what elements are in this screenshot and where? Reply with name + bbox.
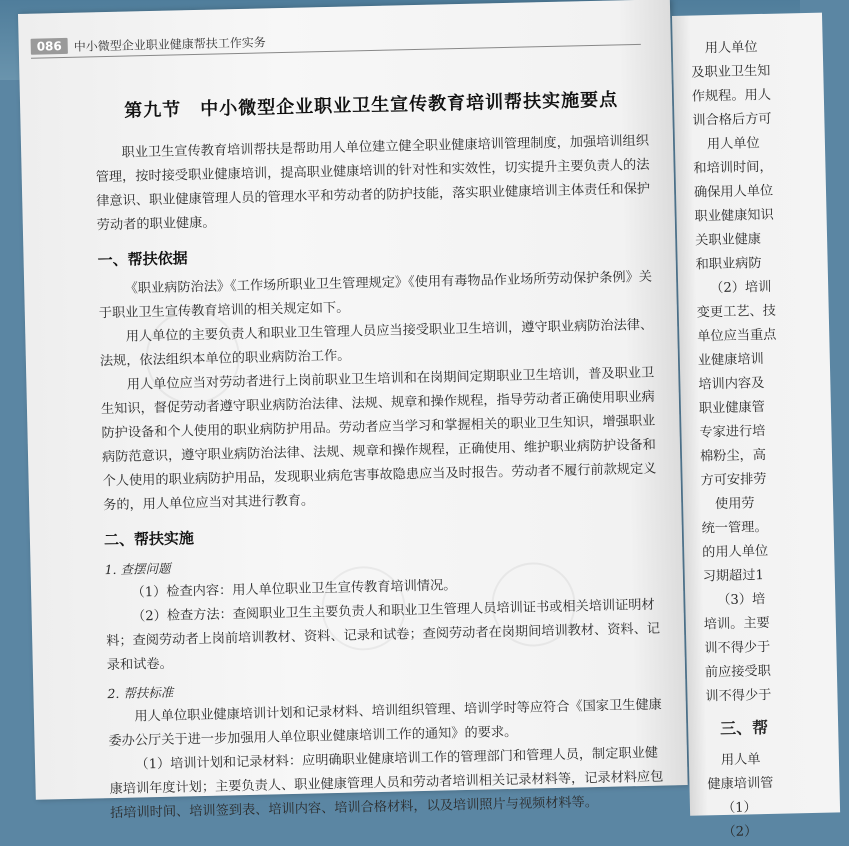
paragraph: （1）检查内容：用人单位职业卫生宣传教育培训情况。 xyxy=(131,578,457,601)
section-heading: 三、帮 xyxy=(719,718,769,739)
text-line: 训合格后方可 xyxy=(692,111,772,129)
text-line: 培训内容及 xyxy=(698,376,765,393)
part2-heading: 二、帮扶实施 xyxy=(103,529,195,550)
section-title: 第九节 中小微型企业职业卫生宣传教育培训帮扶实施要点 xyxy=(123,89,619,122)
paragraph: （1）培训计划和记录材料：应明确职业健康培训工作的管理部门和管理人员，制定职业健康培训年度计划；主要负责人、职业健康管理人员和劳动者培训相关记录材料等，记录材料应包括培训时间、培训签到表、培训内容、培训合格材料，以及培训照片与视频材料等。 xyxy=(109,745,664,822)
text-line: 和培训时间， xyxy=(693,159,773,177)
text-line: 职业健康管 xyxy=(698,399,766,417)
text-line: 和职业病防 xyxy=(695,256,762,273)
text-line: 使用劳 xyxy=(714,496,755,513)
running-title: 中小微型企业职业健康帮扶工作实务 xyxy=(73,34,266,54)
text-line: 训不得少于 xyxy=(704,639,771,657)
page-body xyxy=(94,80,671,827)
left-book-page xyxy=(18,0,688,822)
text-line: 前应接受职 xyxy=(704,663,772,681)
text-line: 作规程。用人 xyxy=(691,87,772,105)
part1-heading: 一、帮扶依据 xyxy=(97,249,188,270)
text-line: 统一管理。 xyxy=(701,519,768,537)
paragraph: 《职业病防治法》《工作场所职业卫生管理规定》《使用有毒物品作业场所劳动保护条例》关于职业卫生宣传教育培训的相关规定如下。 xyxy=(98,269,653,322)
paragraph: 用人单位的主要负责人和职业卫生管理人员应当接受职业卫生培训，遵守职业病防治法律、法规，依法组织本单位的职业病防治工作。 xyxy=(99,317,654,370)
text-line: （2） xyxy=(722,824,758,841)
text-line: 健康培训管 xyxy=(707,775,774,793)
text-line: 训不得少于 xyxy=(705,687,772,705)
text-line: 用人单 xyxy=(720,752,761,769)
right-page-text xyxy=(690,34,848,845)
text-line: 方可安排劳 xyxy=(700,471,767,489)
paragraph: 用人单位应当对劳动者进行上岗前职业卫生培训和在岗期间定期职业卫生培训，普及职业卫生知识，督促劳动者遵守职业病防治法律、法规、规章和操作规程，指导劳动者正确使用职业病防护设备和个人使用的职业病防护用品。劳动者应当学习和掌握相关的职业卫生知识，增强职业病防范意识，遵守职业病防治法律、法规、规章和操作规程，正确使用、维护职业病防护设备和个人使用的职业病防护用品，发现职业病危害事故隐患应当及时报告。劳动者不履行前款规定义务的，用人单位应当对其进行教育。 xyxy=(100,365,657,514)
subheading: 1. 查摆问题 xyxy=(104,560,171,578)
right-book-page xyxy=(672,13,840,841)
intro-paragraph: 职业卫生宣传教育培训帮扶是帮助用人单位建立健全职业健康培训管理制度，加强培训组织管理，按时接受职业健康培训，提高职业健康培训的针对性和实效性，切实提升主要负责人的法律意识、职业健康管理人员的管理水平和劳动者的防护技能，落实职业健康培训主体责任和保护劳动者的职业健康。 xyxy=(95,133,651,234)
text-line: 的用人单位 xyxy=(702,543,769,561)
text-line: 确保用人单位 xyxy=(693,183,774,201)
text-line: 用人单位 xyxy=(704,40,758,57)
running-header xyxy=(31,29,431,56)
paragraph: （2）检查方法：查阅职业卫生主要负责人和职业卫生管理人员培训证书或相关培训证明材料；查阅劳动者上岗前培训教材、资料、记录和试卷；查阅劳动者在岗期间培训教材、资料、记录和试卷。 xyxy=(106,597,661,674)
text-line: 专家进行培 xyxy=(699,423,766,441)
text-line: 及职业卫生知 xyxy=(691,63,771,81)
text-line: 用人单位 xyxy=(706,136,760,153)
text-line: （3）培 xyxy=(717,592,766,609)
subheading: 2. 帮扶标准 xyxy=(107,684,174,702)
text-line: 棉粉尘，高 xyxy=(699,447,767,465)
text-line: （1） xyxy=(721,800,757,817)
text-line: （2）培训 xyxy=(710,279,772,297)
text-line: 业健康培训 xyxy=(697,352,764,369)
page-number: 086 xyxy=(31,38,68,55)
paragraph: 用人单位职业健康培训计划和记录材料、培训组织管理、培训学时等应符合《国家卫生健康委办公厅关于进一步加强用人单位职业健康培训工作的通知》的要求。 xyxy=(108,697,662,750)
text-line: 变更工艺、技 xyxy=(696,303,777,321)
text-line: 职业健康知识 xyxy=(694,207,774,225)
text-line: 关职业健康 xyxy=(694,232,762,249)
text-line: 培训。主要 xyxy=(703,615,770,633)
text-line: 单位应当重点 xyxy=(697,327,777,345)
text-line: 习期超过1 xyxy=(702,568,765,585)
